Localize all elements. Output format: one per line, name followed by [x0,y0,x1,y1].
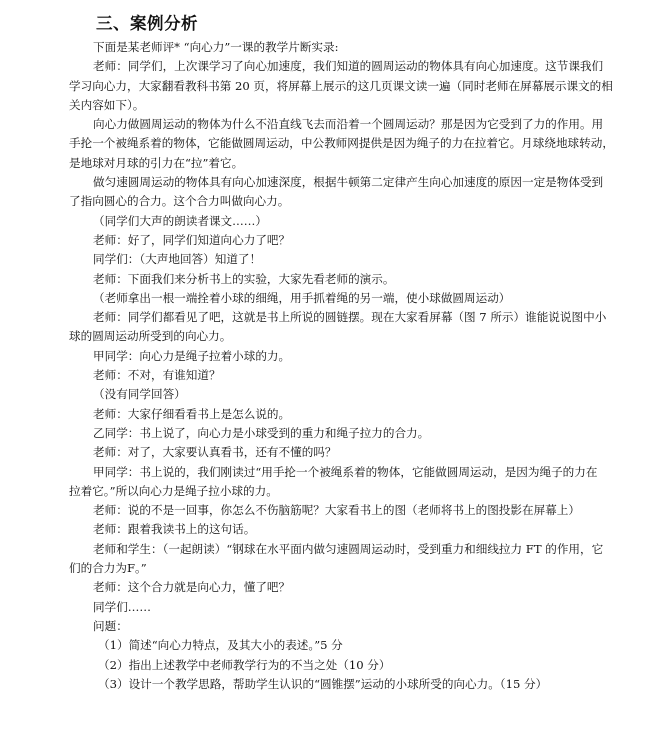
text-line: 老师：好了，同学们知道向心力了吧？ [93,232,291,247]
text-line: （3）设计一个教学思路，帮助学生认识的“圆锥摆”运动的小球所受的向心力。（15 分） [98,676,548,691]
text-line: 老师和学生：（一起朗读）“钢球在水平面内做匀速圆周运动时，受到重力和细线拉力 FT 的作用，它 [93,541,604,556]
text-line: 老师：下面我们来分析书上的实验，大家先看老师的演示。 [93,271,395,286]
text-line: 老师：跟着我读书上的这句话。 [93,522,256,537]
text-line: 向心力做圆周运动的物体为什么不沿直线飞去而沿着一个圆周运动？那是因为它受到了力的作用。用 [93,117,604,132]
text-line: （1）简述“向心力特点，及其大小的表述。”5 分 [98,638,343,653]
text-line: 了指向圆心的合力。这个合力叫做向心力。 [69,194,290,209]
case-text-body [0,38,660,694]
text-line: （同学们大声的朗读者课文……） [93,213,267,228]
text-line: 做匀速圆周运动的物体具有向心加速深度，根据牛顿第二定律产生向心加速度的原因一定是物体受到 [93,175,604,190]
text-line: 老师：对了，大家要认真看书，还有不懂的吗？ [93,445,337,460]
text-line: 老师：同学们，上次课学习了向心加速度，我们知道的圆周运动的物体具有向心加速度。这节课我们 [93,59,604,74]
text-line: （没有同学回答） [93,387,186,402]
text-line: 关内容如下）。 [69,97,145,112]
text-line: 们的合力为F。” [69,561,147,576]
text-line: （老师拿出一根一端拴着小球的细绳，用手抓着绳的另一端，使小球做圆周运动） [93,290,511,305]
text-line: 球的圆周运动所受到的向心力。 [69,329,232,344]
text-line: 老师：不对，有谁知道？ [93,368,221,383]
text-line: 同学们：（大声地回答）知道了！ [93,252,262,267]
text-line: 老师：大家仔细看看书上是怎么说的。 [93,406,291,421]
text-line: 老师：同学们都看见了吧，这就是书上所说的圆链摆。现在大家看屏幕（图 7 所示）谁能说说图中小 [93,310,607,325]
text-line: 甲同学：书上说的，我们刚读过“用手抡一个被绳系着的物体，它能做圆周运动，是因为绳子的力在 [93,464,598,479]
text-line: （2）指出上述教学中老师教学行为的不当之处（10 分） [98,657,391,672]
text-line: 拉着它。”所以向心力是绳子拉小球的力。 [69,483,278,498]
text-line: 是地球对月球的引力在“拉”着它。 [69,155,244,170]
text-line: 手抡一个被绳系着的物体，它能做圆周运动，中公教师网提供是因为绳子的力在拉着它。月球绕地球转动， [69,136,614,151]
text-line: 甲同学：向心力是绳子拉着小球的力。 [93,348,291,363]
text-line: 老师：说的不是一回事，你怎么不伤脑筋呢？大家看书上的图（老师将书上的图投影在屏幕上） [93,503,580,518]
section-title: 三、案例分析 [96,14,198,33]
text-line: 问题： [93,618,128,633]
text-line: 老师：这个合力就是向心力，懂了吧？ [93,580,291,595]
text-line: 学习向心力，大家翻看教科书第 20 页，将屏幕上展示的这几页课文读一遍（同时老师在屏幕展示课文的相 [69,78,613,93]
text-line: 同学们…… [93,599,151,614]
text-line: 乙同学：书上说了，向心力是小球受到的重力和绳子拉力的合力。 [93,425,430,440]
text-line: 下面是某老师评* “向心力”一课的教学片断实录: [93,40,339,54]
